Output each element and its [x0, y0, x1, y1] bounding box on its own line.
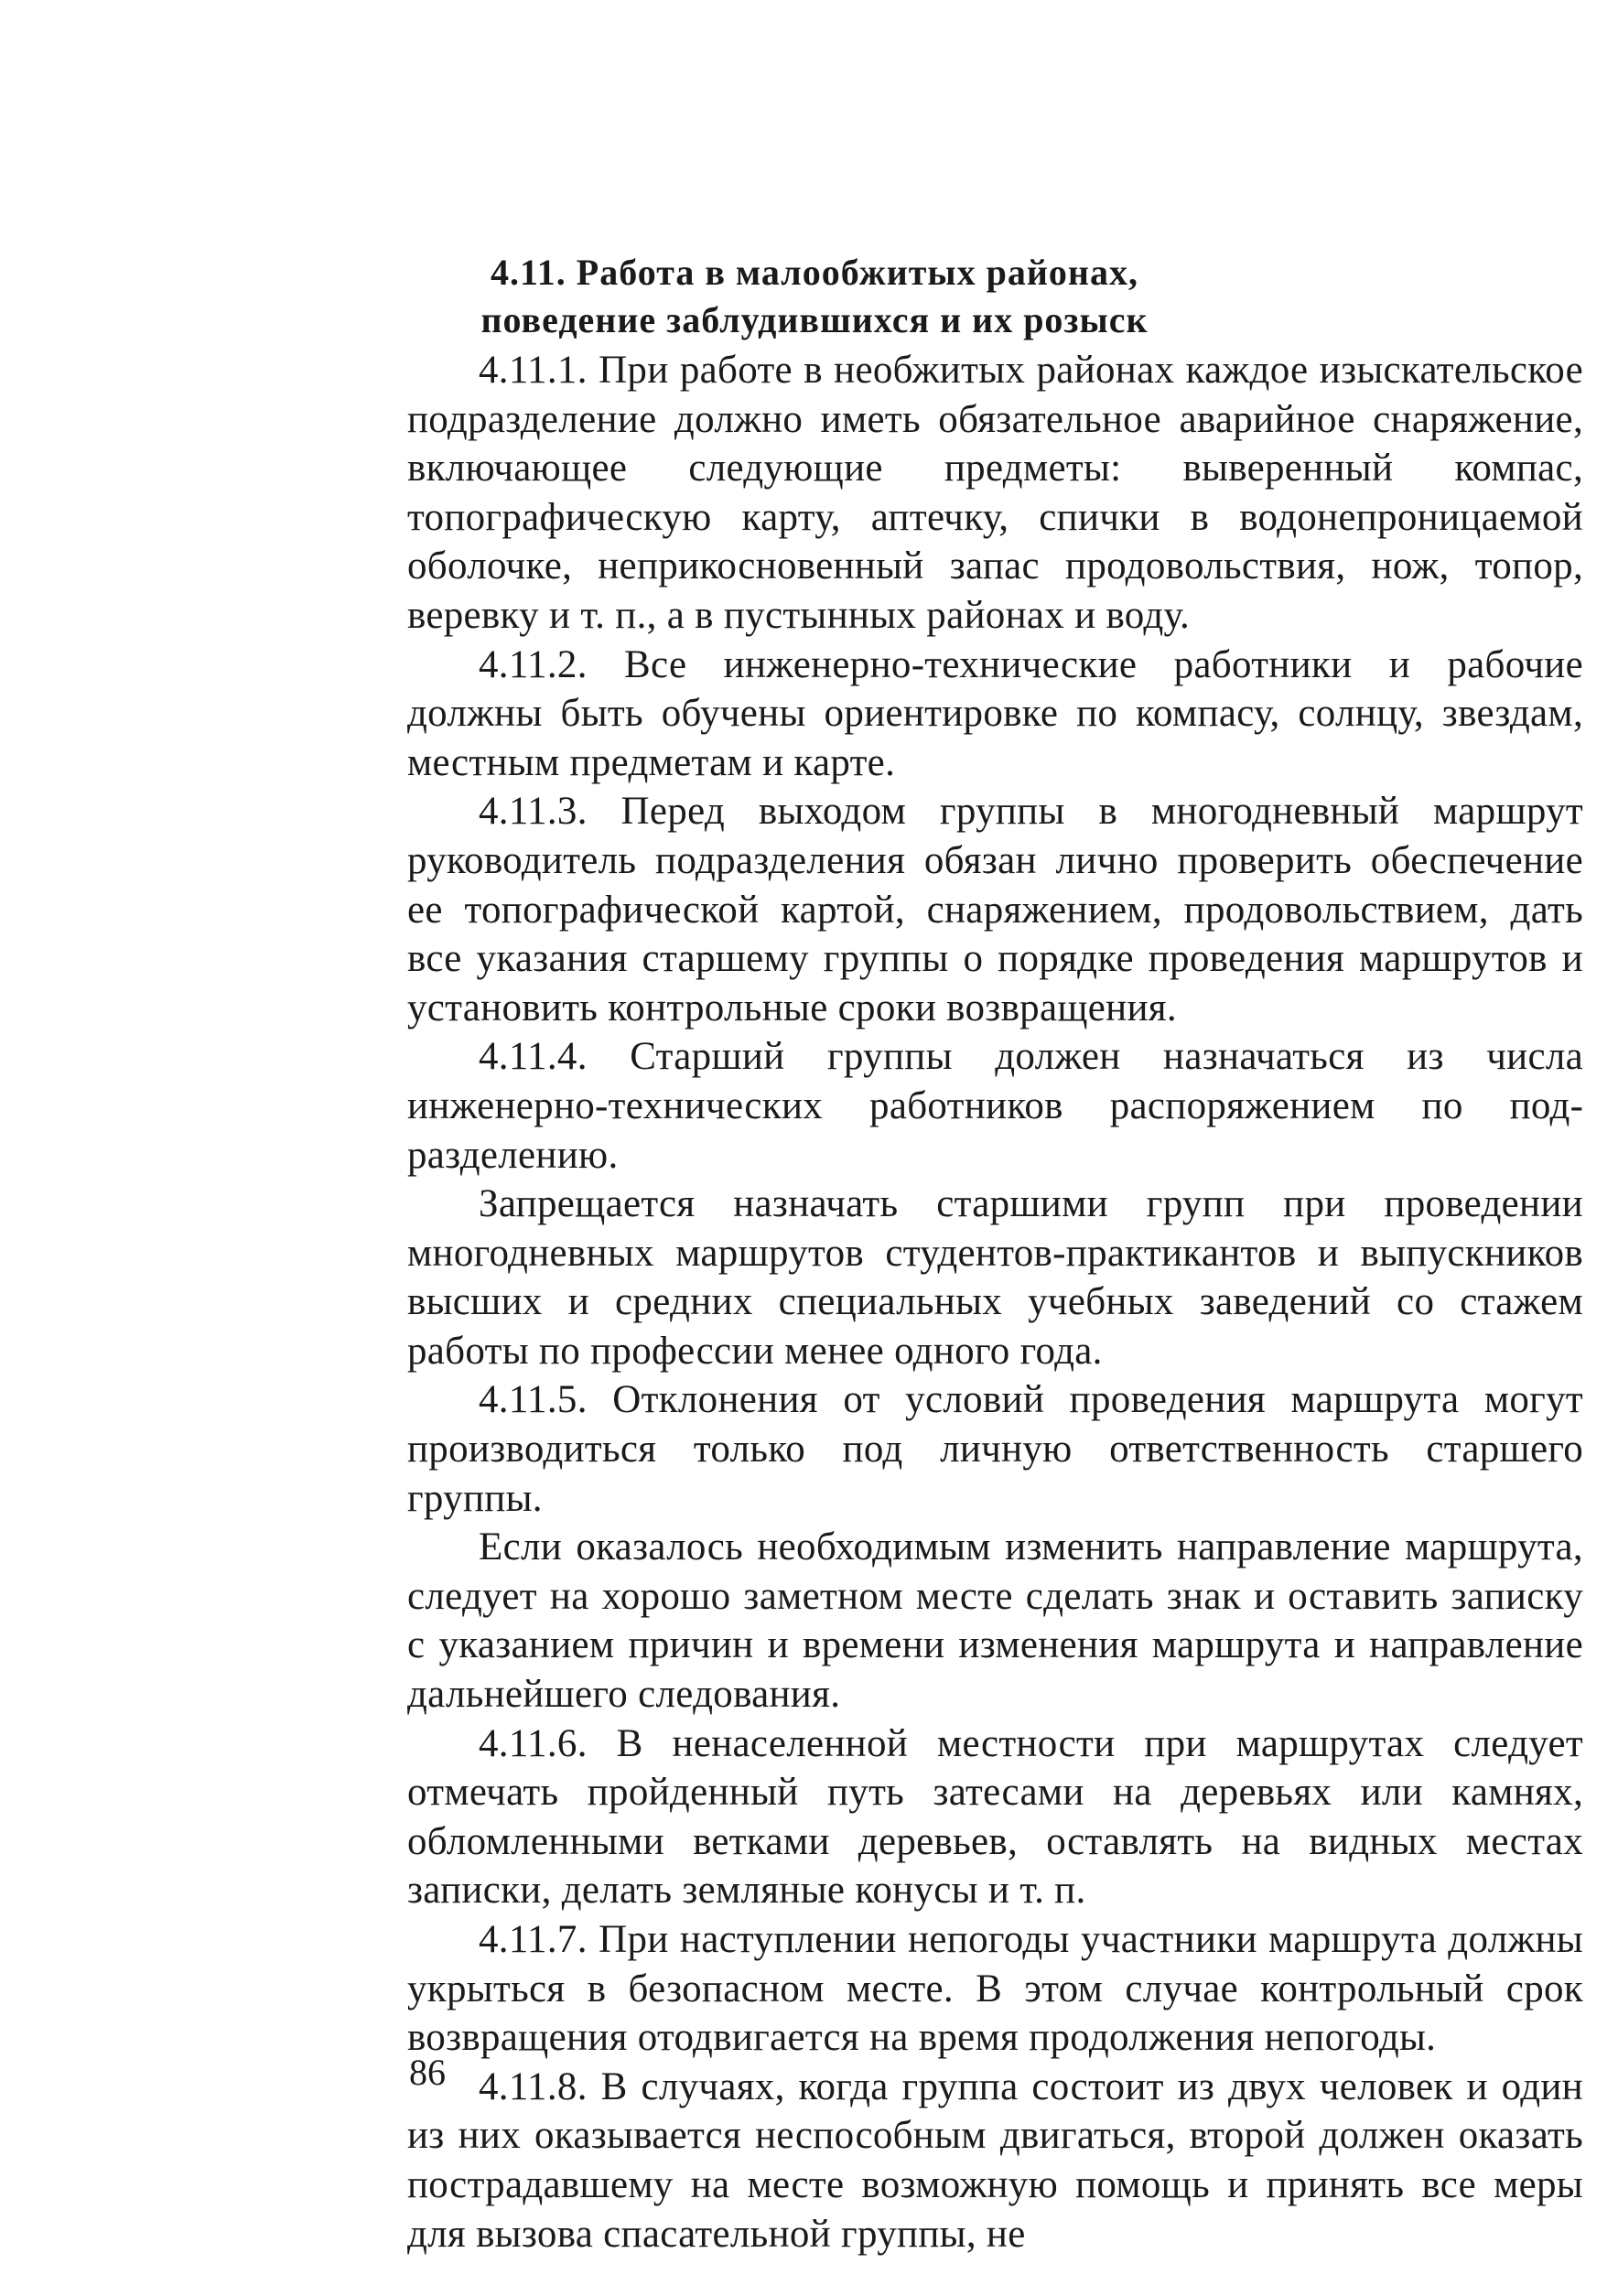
paragraph-4-11-5-route-change: Если оказалось необходимым изменить направление маршрута, следует на хорошо заметном месте сделать знак и оставить записку с указанием причин и времени изменения маршрута и направление дальнейшего следования. [407, 1525, 1583, 1717]
section-heading-line-2: поведение заблудившихся и их розыск [480, 299, 1149, 340]
paragraph-4-11-4: 4.11.4. Старший группы должен назначаться из числа инженерно-технических работников распоряжением по подразделению. [407, 1035, 1583, 1177]
paragraph-4-11-6: 4.11.6. В ненаселенной местности при маршрутах следует отмечать пройденный путь затесами на деревьях или камнях, обломленными ветками деревьев, оставлять на видных местах записки, делать земляные конусы и т. п. [407, 1721, 1583, 1913]
paragraph-4-11-1: 4.11.1. При работе в необжитых районах каждое изыскательское подразделение должно иметь обязательное аварийное снаряжение, включающее следующие предметы: выверенный компас, топографическую карту, аптечку, спички в водонепроницаемой оболочке, неприкосновенный запас продовольствия, нож, топор, веревку и т. п., а в пустынных районах и воду. [407, 349, 1583, 637]
paragraph-4-11-4-prohibition: Запрещается назначать старшими групп при проведении многодневных маршрутов студентов-практикантов и выпускников высших и средних специальных учебных заведений со стажем работы по профессии менее одного года. [407, 1182, 1583, 1373]
paragraph-4-11-3: 4.11.3. Перед выходом группы в многодневный маршрут руководитель подразделения обязан лично проверить обеспечение ее топографической картой, снаряжением, продовольствием, дать все указания старшему группы о порядке проведения маршрутов и установить контрольные сроки возвращения. [407, 790, 1583, 1029]
page-number: 86 [409, 2052, 446, 2093]
section-heading [403, 249, 1226, 344]
paragraph-4-11-5: 4.11.5. Отклонения от условий проведения маршрута могут производиться только под личную ответственность старшего группы. [407, 1378, 1583, 1520]
paragraph-4-11-2: 4.11.2. Все инженерно-технические работники и рабочие должны быть обучены ориентировке по компасу, солнцу, звездам, местным предметам и карте. [407, 642, 1583, 784]
body-text [407, 346, 1583, 2258]
section-heading-line-1: 4.11. Работа в малообжитых районах, [491, 252, 1138, 293]
paragraph-4-11-8: 4.11.8. В случаях, когда группа состоит из двух человек и один из них оказывается неспособным двигаться, второй должен оказать пострадавшему на месте возможную помощь и принять все меры для вызова спасательной группы, не [407, 2064, 1583, 2256]
paragraph-4-11-7: 4.11.7. При наступлении непогоды участники маршрута должны укрыться в безопасном месте. В этом случае контрольный срок возвращения отодвигается на время продолжения непогоды. [407, 1918, 1583, 2060]
